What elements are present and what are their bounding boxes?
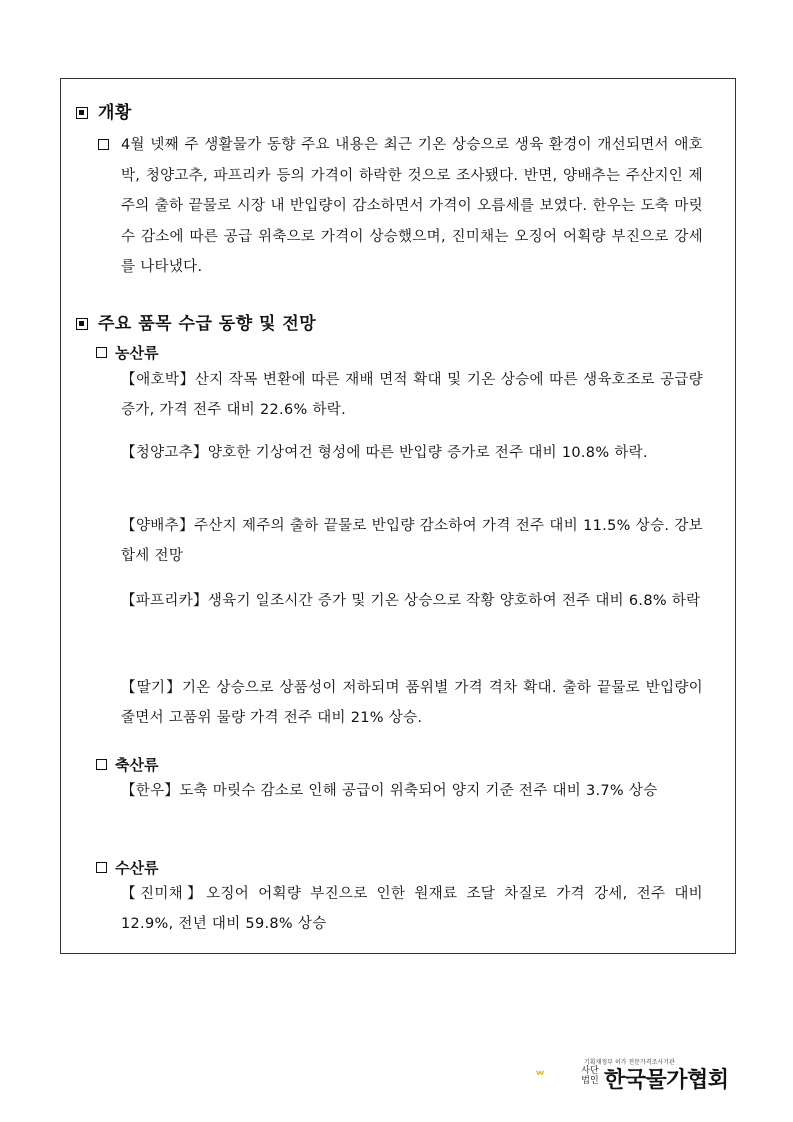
subsection-fishery: 수산류 <box>96 857 158 878</box>
list-item-paprika: 【파프리카】생육기 일조시간 증가 및 기온 상승으로 작황 양호하여 전주 대비 6.8% 하락 <box>121 593 701 609</box>
filled-square-icon <box>76 318 88 330</box>
checkbox-square-icon <box>96 862 107 873</box>
list-item-chili: 【청양고추】양호한 기상여건 형성에 따른 반입량 증가로 전주 대비 10.8% 하락. <box>121 445 648 461</box>
logo-subtitle: 기획재정부 허가 전문가격조사기관 <box>584 1059 675 1066</box>
list-item-cabbage: 【양배추】주산지 제주의 출하 끝물로 반입량 감소하여 가격 전주 대비 11.5% 상승. 강보합세 전망 <box>121 518 703 564</box>
overview-block <box>98 130 703 283</box>
logo-corp-label: 사단 법인 <box>581 1066 599 1086</box>
kpa-logo-icon <box>536 1060 578 1088</box>
logo-org-name: 한국물가협회 <box>604 1068 729 1093</box>
checkbox-square-icon <box>96 759 107 770</box>
checkbox-square-icon <box>96 347 107 358</box>
list-item-zucchini: 【애호박】산지 작목 변환에 따른 재배 면적 확대 및 기온 상승에 따른 생육호조로 공급량 증가, 가격 전주 대비 22.6% 하락. <box>121 372 703 418</box>
filled-square-icon <box>76 107 88 119</box>
list-item-strawberry: 【딸기】기온 상승으로 상품성이 저하되며 품위별 가격 격차 확대. 출하 끝물로 반입량이 줄면서 고품위 물량 가격 전주 대비 21% 상승. <box>121 680 703 726</box>
list-item-hanwoo: 【한우】도축 마릿수 감소로 인해 공급이 위축되어 양지 기준 전주 대비 3.7% 상승 <box>121 783 658 799</box>
subsection-livestock: 축산류 <box>96 754 158 775</box>
section-title-trends: 주요 품목 수급 동향 및 전망 <box>76 309 316 334</box>
checkbox-square-icon <box>98 139 109 150</box>
subsection-agri: 농산류 <box>96 342 158 363</box>
overview-paragraph: 4월 넷째 주 생활물가 동향 주요 내용은 최근 기온 상승으로 생육 환경이 개선되면서 애호박, 청양고추, 파프리카 등의 가격이 하락한 것으로 조사됐다. 반면, 양배추는 주산지인 제주의 출하 끝물로 시장 내 반입량이 감소하면서 가격이 오름세를 보였다. 한우는 도축 마릿수 감소에 따른 공급 위축으로 가격이 상승했으며, 진미채는 오징어 어획량 부진으로 강세를 나타냈다. <box>121 137 703 275</box>
section-title-overview: 개황 <box>76 98 132 123</box>
list-item-dried-squid: 【진미채】오징어 어획량 부진으로 인한 원재료 조달 차질로 가격 강세, 전주 대비 12.9%, 전년 대비 59.8% 상승 <box>121 886 703 932</box>
